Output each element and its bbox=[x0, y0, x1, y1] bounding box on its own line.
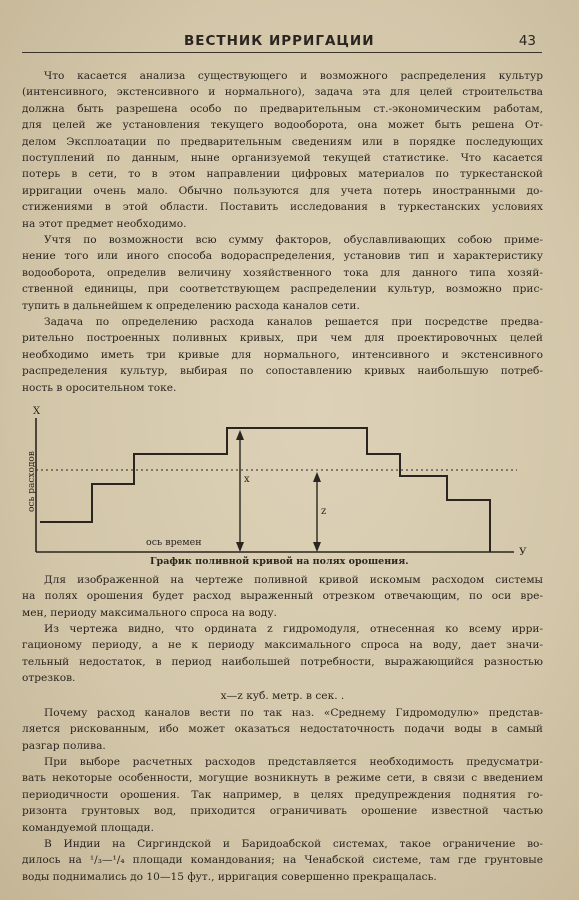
text-line: Учтя по возможности всю сумму факторов, обуславливающих собою приме- bbox=[44, 234, 543, 246]
z-value-label: z bbox=[321, 506, 327, 517]
z-arrow-down-icon bbox=[313, 542, 321, 552]
text-line: ризонта грунтовых вод, приходится ограничивать орошение известной частью bbox=[22, 805, 543, 818]
paragraph-1 bbox=[22, 68, 543, 232]
x-arrow-down-icon bbox=[236, 542, 244, 552]
paragraph-7 bbox=[22, 754, 543, 836]
text-line: тупить в дальнейшем к определению расхода каналов сети. bbox=[22, 299, 360, 312]
y-axis-label: ось расходов bbox=[27, 451, 37, 512]
time-axis-label: ось времен bbox=[146, 537, 202, 548]
text-line: Почему расход каналов вести по так наз. «Среднему Гидромодулю» представ- bbox=[44, 707, 543, 719]
x-arrow-up-icon bbox=[236, 430, 244, 440]
text-line: ирригации очень мало. Обычно пользуются для учета потерь иностранными до- bbox=[22, 184, 543, 197]
text-line: воды поднимались до 10—15 фут., ирригация совершенно прекращалась. bbox=[22, 870, 437, 883]
paragraph-4 bbox=[22, 572, 543, 621]
text-line: на полях орошения будет расход выраженный отрезком отвечающим, по оси вре- bbox=[22, 590, 543, 603]
paragraph-2 bbox=[22, 232, 543, 314]
text-line: должна быть разрешена особо по предварительным ст.-экономическим работам, bbox=[22, 102, 543, 115]
text-line: распределения культур, выбирая по сопоставлению кривых наибольшую потреб- bbox=[22, 365, 543, 378]
text-line: потерь в сети, то в этом направлении цифровых материалов по туркестанской bbox=[22, 168, 543, 181]
text-line: на этот предмет необходимо. bbox=[22, 217, 187, 230]
text-line: периодичности орошения. Так например, в целях предупреждения поднятия го- bbox=[22, 788, 543, 801]
text-line: тельный недостаток, в период наибольшей потребности, выражающийся разностью bbox=[22, 655, 543, 668]
formula-block bbox=[22, 688, 543, 704]
text-line: Для изображенной на чертеже поливной кривой искомым расходом системы bbox=[44, 574, 543, 586]
text-line: нение того или иного способа водораспределения, установив тип и характеристику bbox=[22, 250, 543, 263]
text-line: ность в оросительном токе. bbox=[22, 381, 177, 394]
text-line: В Индии на Сиргиндской и Баридоабской системах, такое ограничение во- bbox=[44, 838, 543, 850]
irrigation-curve-diagram bbox=[22, 404, 543, 572]
paragraph-8 bbox=[22, 836, 543, 885]
x-value-label: х bbox=[244, 474, 250, 485]
paragraph-3 bbox=[22, 314, 543, 396]
text-line: ственной единицы, при соответствующем распределении культур, возможно прис- bbox=[22, 283, 543, 296]
text-line: стижениями в этой области. Поставить исследования в туркестанских условиях bbox=[22, 201, 543, 214]
running-header bbox=[22, 30, 542, 53]
diagram-svg bbox=[22, 404, 543, 572]
text-line: делом Эксплоатации по предварительным сведениям или в порядке последующих bbox=[22, 135, 543, 148]
text-line: для целей же установления текущего водооборота, она может быть решена От- bbox=[22, 119, 543, 132]
diagram-caption: График поливной кривой на полях орошения. bbox=[150, 556, 409, 567]
text-line: отрезков. bbox=[22, 672, 76, 685]
text-line: разгар полива. bbox=[22, 739, 106, 752]
z-arrow-up-icon bbox=[313, 472, 321, 482]
formula-line: х—z куб. метр. в сек. . bbox=[220, 690, 345, 702]
paragraph-6 bbox=[22, 705, 543, 754]
text-line: мен, периоду максимального спроса на воду. bbox=[22, 606, 277, 619]
text-line: гационому периоду, а не к периоду максимального спроса на воду, дает значи- bbox=[22, 639, 543, 652]
text-line: При выборе расчетных расходов представляется необходимость предусматри- bbox=[44, 756, 543, 768]
text-line: (интенсивного, экстенсивного и нормального), задача эта для целей строительства bbox=[22, 86, 543, 99]
text-line: рительно построенных поливных кривых, при чем для проектировочных целей bbox=[22, 332, 543, 345]
paragraph-5 bbox=[22, 621, 543, 687]
text-line: командуемой площади. bbox=[22, 821, 154, 834]
irrigation-step-curve bbox=[40, 428, 490, 552]
right-axis-letter: У bbox=[519, 546, 527, 558]
x-axis-letter: Х bbox=[33, 406, 41, 417]
text-line: вать некоторые особенности, могущие возникнуть в режиме сети, в связи с введением bbox=[22, 772, 543, 785]
page-number: 43 bbox=[518, 33, 536, 49]
text-line: дилось на ¹/₃—¹/₄ площади командования; на Ченабской системе, там где грунтовые bbox=[22, 854, 543, 867]
text-line: поступлений по данным, ныне организуемой текущей статистике. Что касается bbox=[22, 151, 543, 164]
text-line: ляется рискованным, ибо может оказаться недостаточность подачи воды в самый bbox=[22, 723, 543, 736]
journal-title: ВЕСТНИК ИРРИГАЦИИ bbox=[184, 33, 375, 49]
text-line: водооборота, определив величину хозяйственного тока для данного типа хозяй- bbox=[22, 266, 543, 279]
text-line: Задача по определению расхода каналов решается при посредстве предва- bbox=[44, 316, 543, 328]
text-line: необходимо иметь три кривые для нормального, интенсивного и экстенсивного bbox=[22, 348, 543, 361]
text-line: Что касается анализа существующего и возможного распределения культур bbox=[44, 70, 543, 82]
text-line: Из чертежа видно, что ордината z гидромодуля, отнесенная ко всему ирри- bbox=[44, 623, 543, 635]
